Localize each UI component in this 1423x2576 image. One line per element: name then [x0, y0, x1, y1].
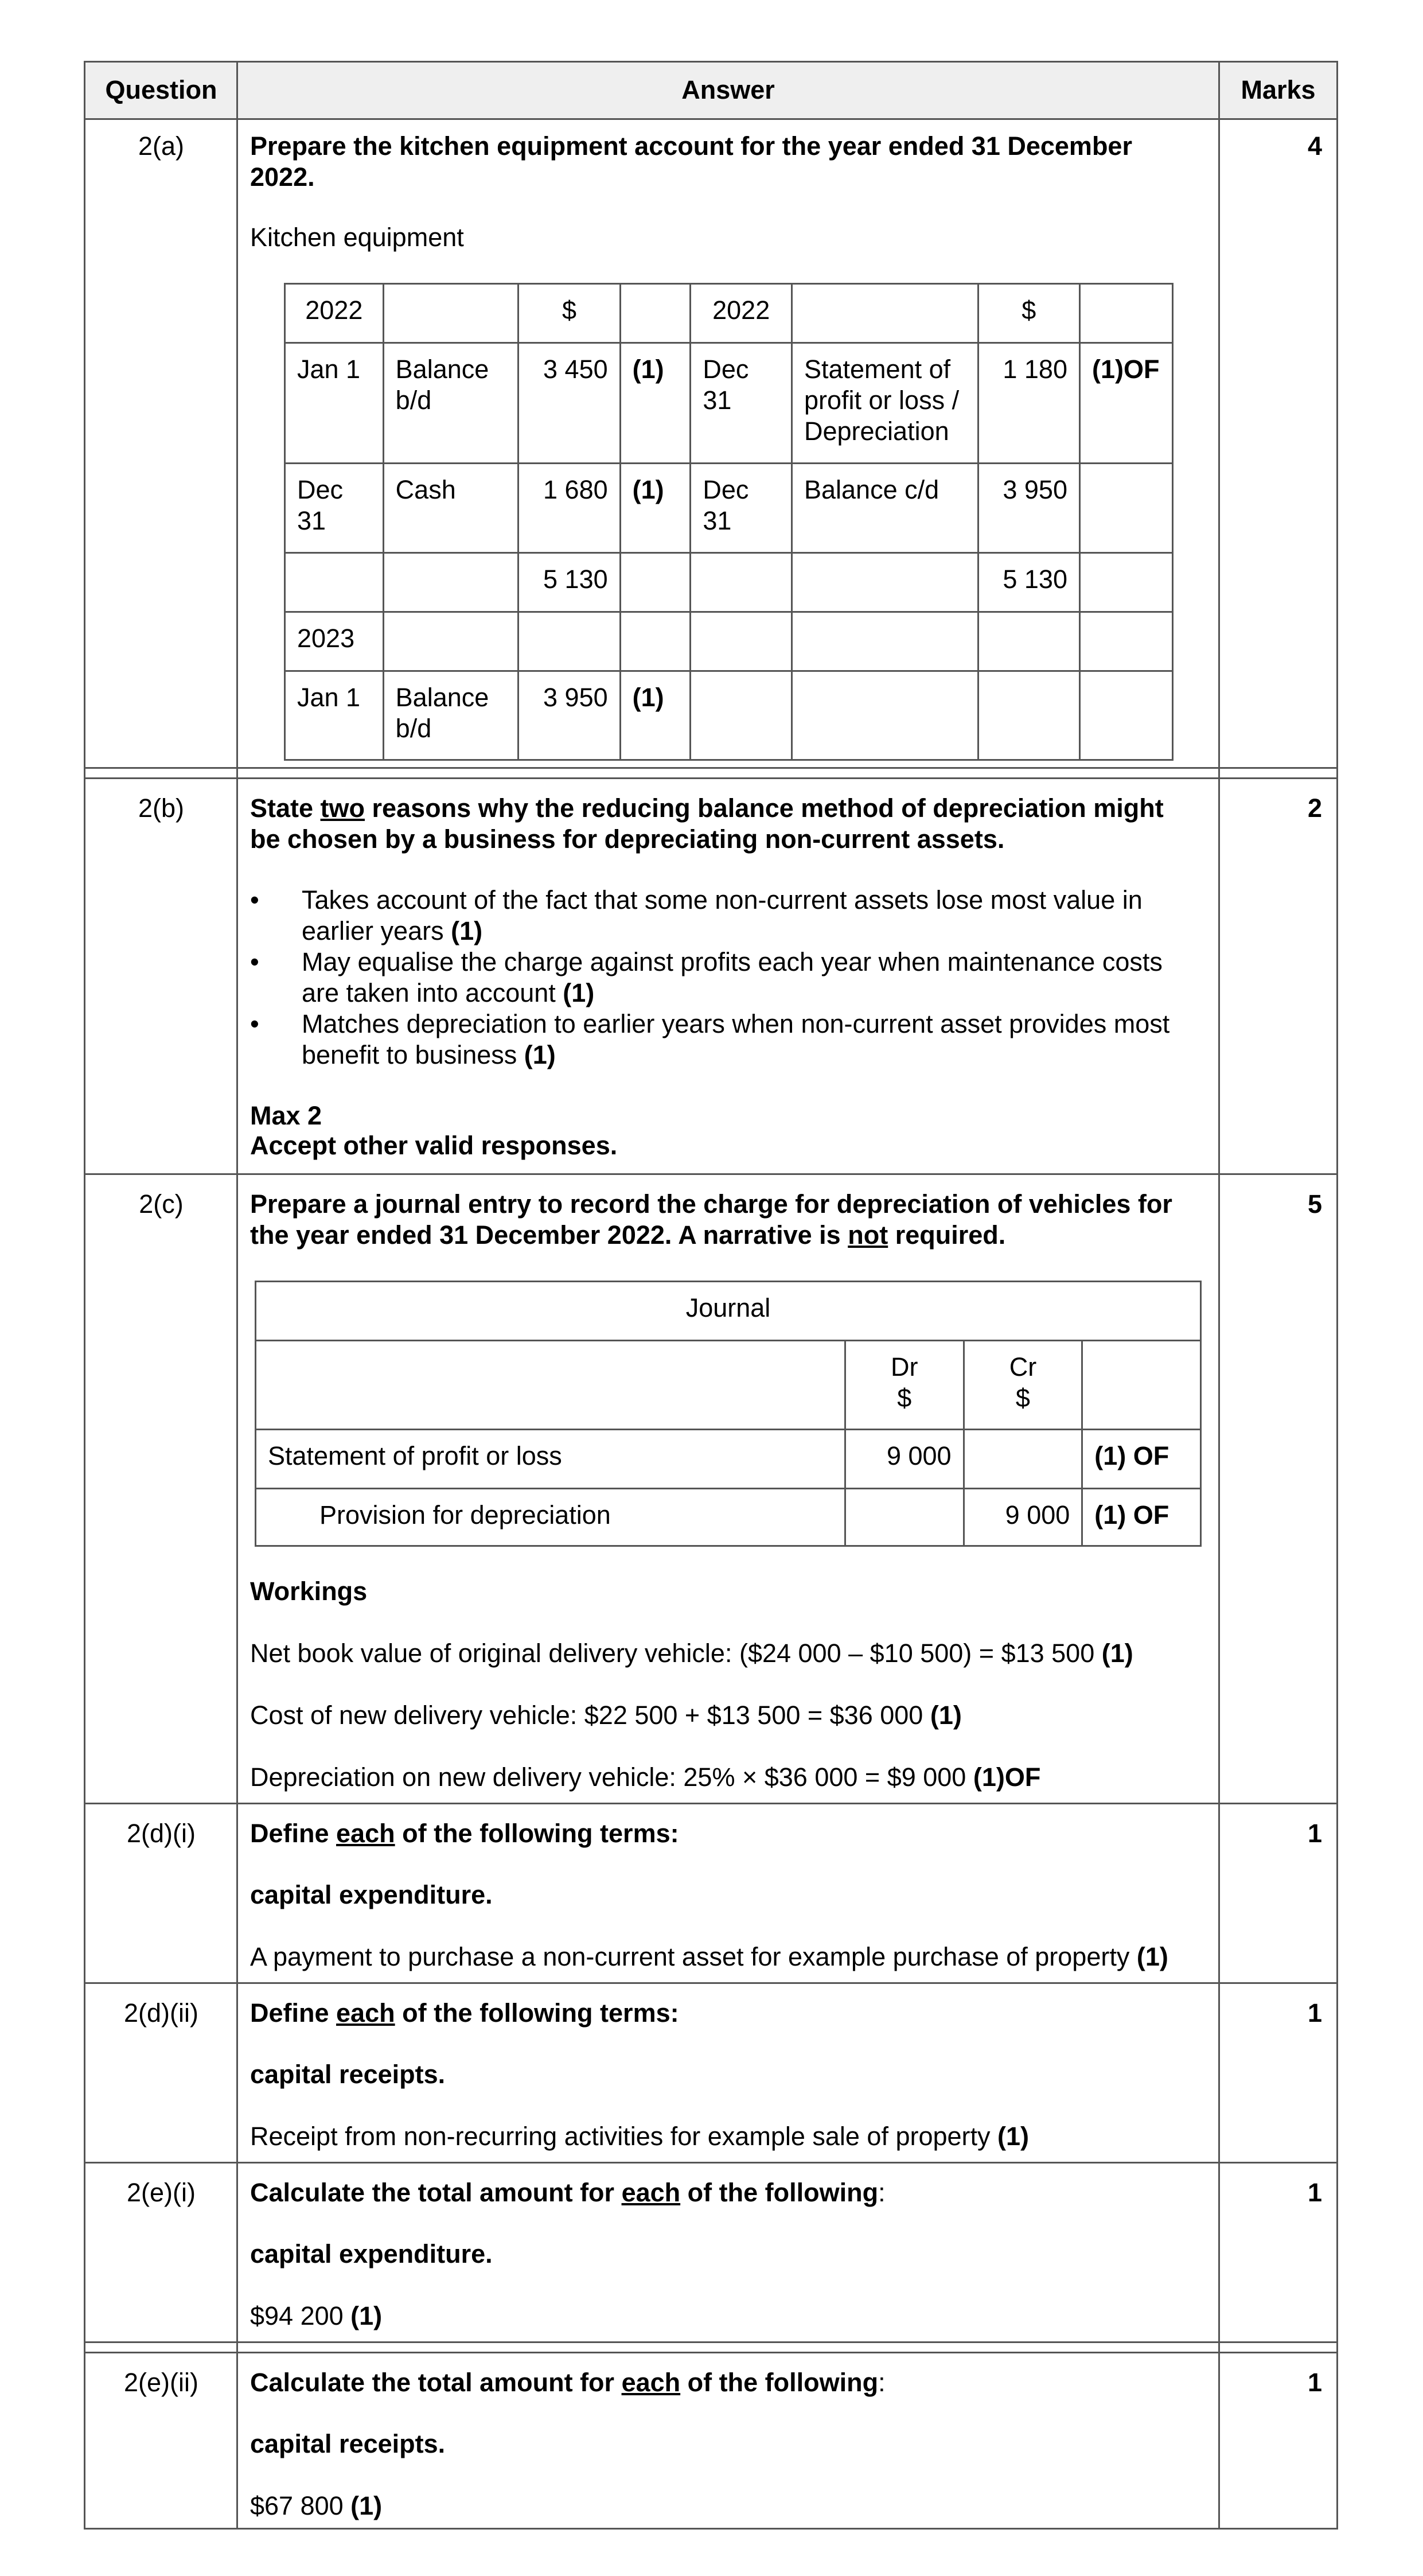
- workings-title: Workings: [250, 1577, 368, 1606]
- account-cell: [620, 553, 691, 612]
- journal-cr: [964, 1430, 1082, 1489]
- account-title: Kitchen equipment: [250, 223, 464, 252]
- account-cell: [691, 612, 792, 671]
- question-label: 2(e)(i): [127, 2178, 196, 2207]
- table-border: [84, 2162, 1338, 2163]
- question-label: 2(e)(ii): [124, 2368, 198, 2397]
- table-border: [1218, 61, 1220, 2530]
- account-cell: [1079, 284, 1172, 343]
- marks-value: 5: [1307, 1189, 1322, 1219]
- account-cell: [792, 553, 978, 612]
- question-prompt: Calculate the total amount for each of the following:: [250, 2178, 886, 2207]
- table-border: [1336, 61, 1338, 2530]
- account-cell: Cash: [383, 464, 518, 553]
- journal-cr: 9 000: [964, 1489, 1082, 1546]
- account-cell: (1)OF: [1079, 343, 1172, 464]
- journal-title: Journal: [256, 1282, 1201, 1341]
- account-cell: [691, 553, 792, 612]
- question-label: 2(a): [138, 131, 185, 161]
- account-cell: Statement of profit or loss / Depreciation: [792, 343, 978, 464]
- account-cell: 5 130: [518, 553, 620, 612]
- table-border: [84, 1982, 1338, 1984]
- question-prompt: Prepare a journal entry to record the charge for depreciation of vehicles for the year ended 31 December 2022. A narrative is not required.: [250, 1189, 1172, 1250]
- marks-value: 2: [1307, 793, 1322, 823]
- marks-value: 1: [1307, 1998, 1322, 2028]
- answer-text: $94 200 (1): [250, 2301, 383, 2330]
- journal-table: [255, 1281, 1202, 1547]
- term: capital expenditure.: [250, 2239, 493, 2268]
- table-border: [84, 777, 1338, 779]
- cr-header: Cr $: [964, 1341, 1082, 1430]
- account-cell: [1079, 612, 1172, 671]
- term: capital expenditure.: [250, 1880, 493, 1909]
- table-border: [84, 2528, 1338, 2530]
- question-prompt: Prepare the kitchen equipment account for the year ended 31 December 2022.: [250, 131, 1132, 192]
- workings-line: Cost of new delivery vehicle: $22 500 + $13 500 = $36 000 (1): [250, 1701, 962, 1730]
- table-border: [84, 61, 1338, 63]
- journal-account: Provision for depreciation: [256, 1489, 845, 1546]
- accept-note: Accept other valid responses.: [250, 1131, 618, 1160]
- account-cell: Balance b/d: [383, 671, 518, 760]
- answer-text: A payment to purchase a non-current asset for example purchase of property (1): [250, 1942, 1168, 1971]
- account-cell: [792, 671, 978, 760]
- term: capital receipts.: [250, 2060, 446, 2089]
- question-prompt: Define each of the following terms:: [250, 1819, 679, 1848]
- account-cell: [691, 671, 792, 760]
- account-cell: (1): [620, 464, 691, 553]
- dr-header: Dr $: [845, 1341, 964, 1430]
- account-cell: [620, 284, 691, 343]
- account-cell: Balance c/d: [792, 464, 978, 553]
- table-row: [285, 284, 1173, 343]
- journal-mark: (1) OF: [1082, 1430, 1201, 1489]
- table-row: [285, 671, 1173, 760]
- account-cell: [518, 612, 620, 671]
- marks-value: 1: [1307, 2368, 1322, 2397]
- table-border: [84, 118, 1338, 120]
- table-border: [84, 767, 1338, 769]
- max-marks-note: Max 2: [250, 1101, 322, 1130]
- question-prompt: State two reasons why the reducing balance method of depreciation might be chosen by a business for depreciating non-current assets.: [250, 793, 1164, 854]
- account-cell: (1): [620, 343, 691, 464]
- table-row: [256, 1430, 1201, 1489]
- account-cell: Dec 31: [691, 464, 792, 553]
- account-cell: [978, 671, 1079, 760]
- question-prompt: Define each of the following terms:: [250, 1998, 679, 2028]
- account-cell: [620, 612, 691, 671]
- marks-value: 4: [1307, 131, 1322, 161]
- account-cell: [1079, 671, 1172, 760]
- answer-text: $67 800 (1): [250, 2491, 383, 2520]
- marks-value: 1: [1307, 1819, 1322, 1848]
- table-border: [84, 2352, 1338, 2353]
- question-label: 2(d)(i): [127, 1819, 196, 1848]
- table-border: [84, 2341, 1338, 2343]
- table-border: [84, 1803, 1338, 1804]
- account-cell: 2022: [691, 284, 792, 343]
- header-answer: Answer: [681, 75, 775, 104]
- account-cell: [383, 284, 518, 343]
- account-cell: 3 450: [518, 343, 620, 464]
- account-cell: 5 130: [978, 553, 1079, 612]
- workings-line: Net book value of original delivery vehicle: ($24 000 – $10 500) = $13 500 (1): [250, 1639, 1133, 1668]
- table-row: [285, 464, 1173, 553]
- account-cell: [383, 553, 518, 612]
- journal-dr: [845, 1489, 964, 1546]
- account-cell: [792, 284, 978, 343]
- account-cell: [285, 553, 384, 612]
- account-cell: 2023: [285, 612, 384, 671]
- account-cell: Balance b/d: [383, 343, 518, 464]
- marks-value: 1: [1307, 2178, 1322, 2207]
- account-cell: [978, 612, 1079, 671]
- term: capital receipts.: [250, 2429, 446, 2458]
- header-marks: Marks: [1241, 75, 1316, 104]
- account-cell: $: [978, 284, 1079, 343]
- account-cell: [1079, 464, 1172, 553]
- table-border: [236, 61, 238, 2530]
- account-cell: [792, 612, 978, 671]
- header-question: Question: [105, 75, 217, 104]
- reasons-list: [250, 885, 1214, 1071]
- table-row: [285, 553, 1173, 612]
- account-cell: 2022: [285, 284, 384, 343]
- table-row: [256, 1489, 1201, 1546]
- list-item: • Takes account of the fact that some non-current assets lose most value in earlier years (1): [250, 885, 1214, 947]
- kitchen-equipment-account: [284, 283, 1174, 761]
- account-cell: 3 950: [978, 464, 1079, 553]
- table-row: [285, 343, 1173, 464]
- table-row: [285, 612, 1173, 671]
- account-cell: (1): [620, 671, 691, 760]
- journal-account: Statement of profit or loss: [256, 1430, 845, 1489]
- account-cell: Jan 1: [285, 671, 384, 760]
- workings-line: Depreciation on new delivery vehicle: 25% × $36 000 = $9 000 (1)OF: [250, 1762, 1041, 1792]
- table-border: [84, 61, 85, 2530]
- list-item: • May equalise the charge against profits each year when maintenance costs are taken into account (1): [250, 947, 1214, 1009]
- account-cell: [1079, 553, 1172, 612]
- question-label: 2(c): [139, 1189, 184, 1219]
- account-cell: 1 180: [978, 343, 1079, 464]
- account-cell: 3 950: [518, 671, 620, 760]
- table-border: [84, 1173, 1338, 1175]
- account-cell: [383, 612, 518, 671]
- account-cell: Jan 1: [285, 343, 384, 464]
- account-cell: 1 680: [518, 464, 620, 553]
- journal-mark: (1) OF: [1082, 1489, 1201, 1546]
- answer-text: Receipt from non-recurring activities for example sale of property (1): [250, 2122, 1030, 2151]
- question-label: 2(d)(ii): [124, 1998, 198, 2028]
- journal-dr: 9 000: [845, 1430, 964, 1489]
- account-cell: Dec 31: [285, 464, 384, 553]
- account-cell: Dec 31: [691, 343, 792, 464]
- question-label: 2(b): [138, 793, 185, 823]
- question-prompt: Calculate the total amount for each of the following:: [250, 2368, 886, 2397]
- account-cell: $: [518, 284, 620, 343]
- list-item: • Matches depreciation to earlier years when non-current asset provides most benefit to business (1): [250, 1009, 1214, 1071]
